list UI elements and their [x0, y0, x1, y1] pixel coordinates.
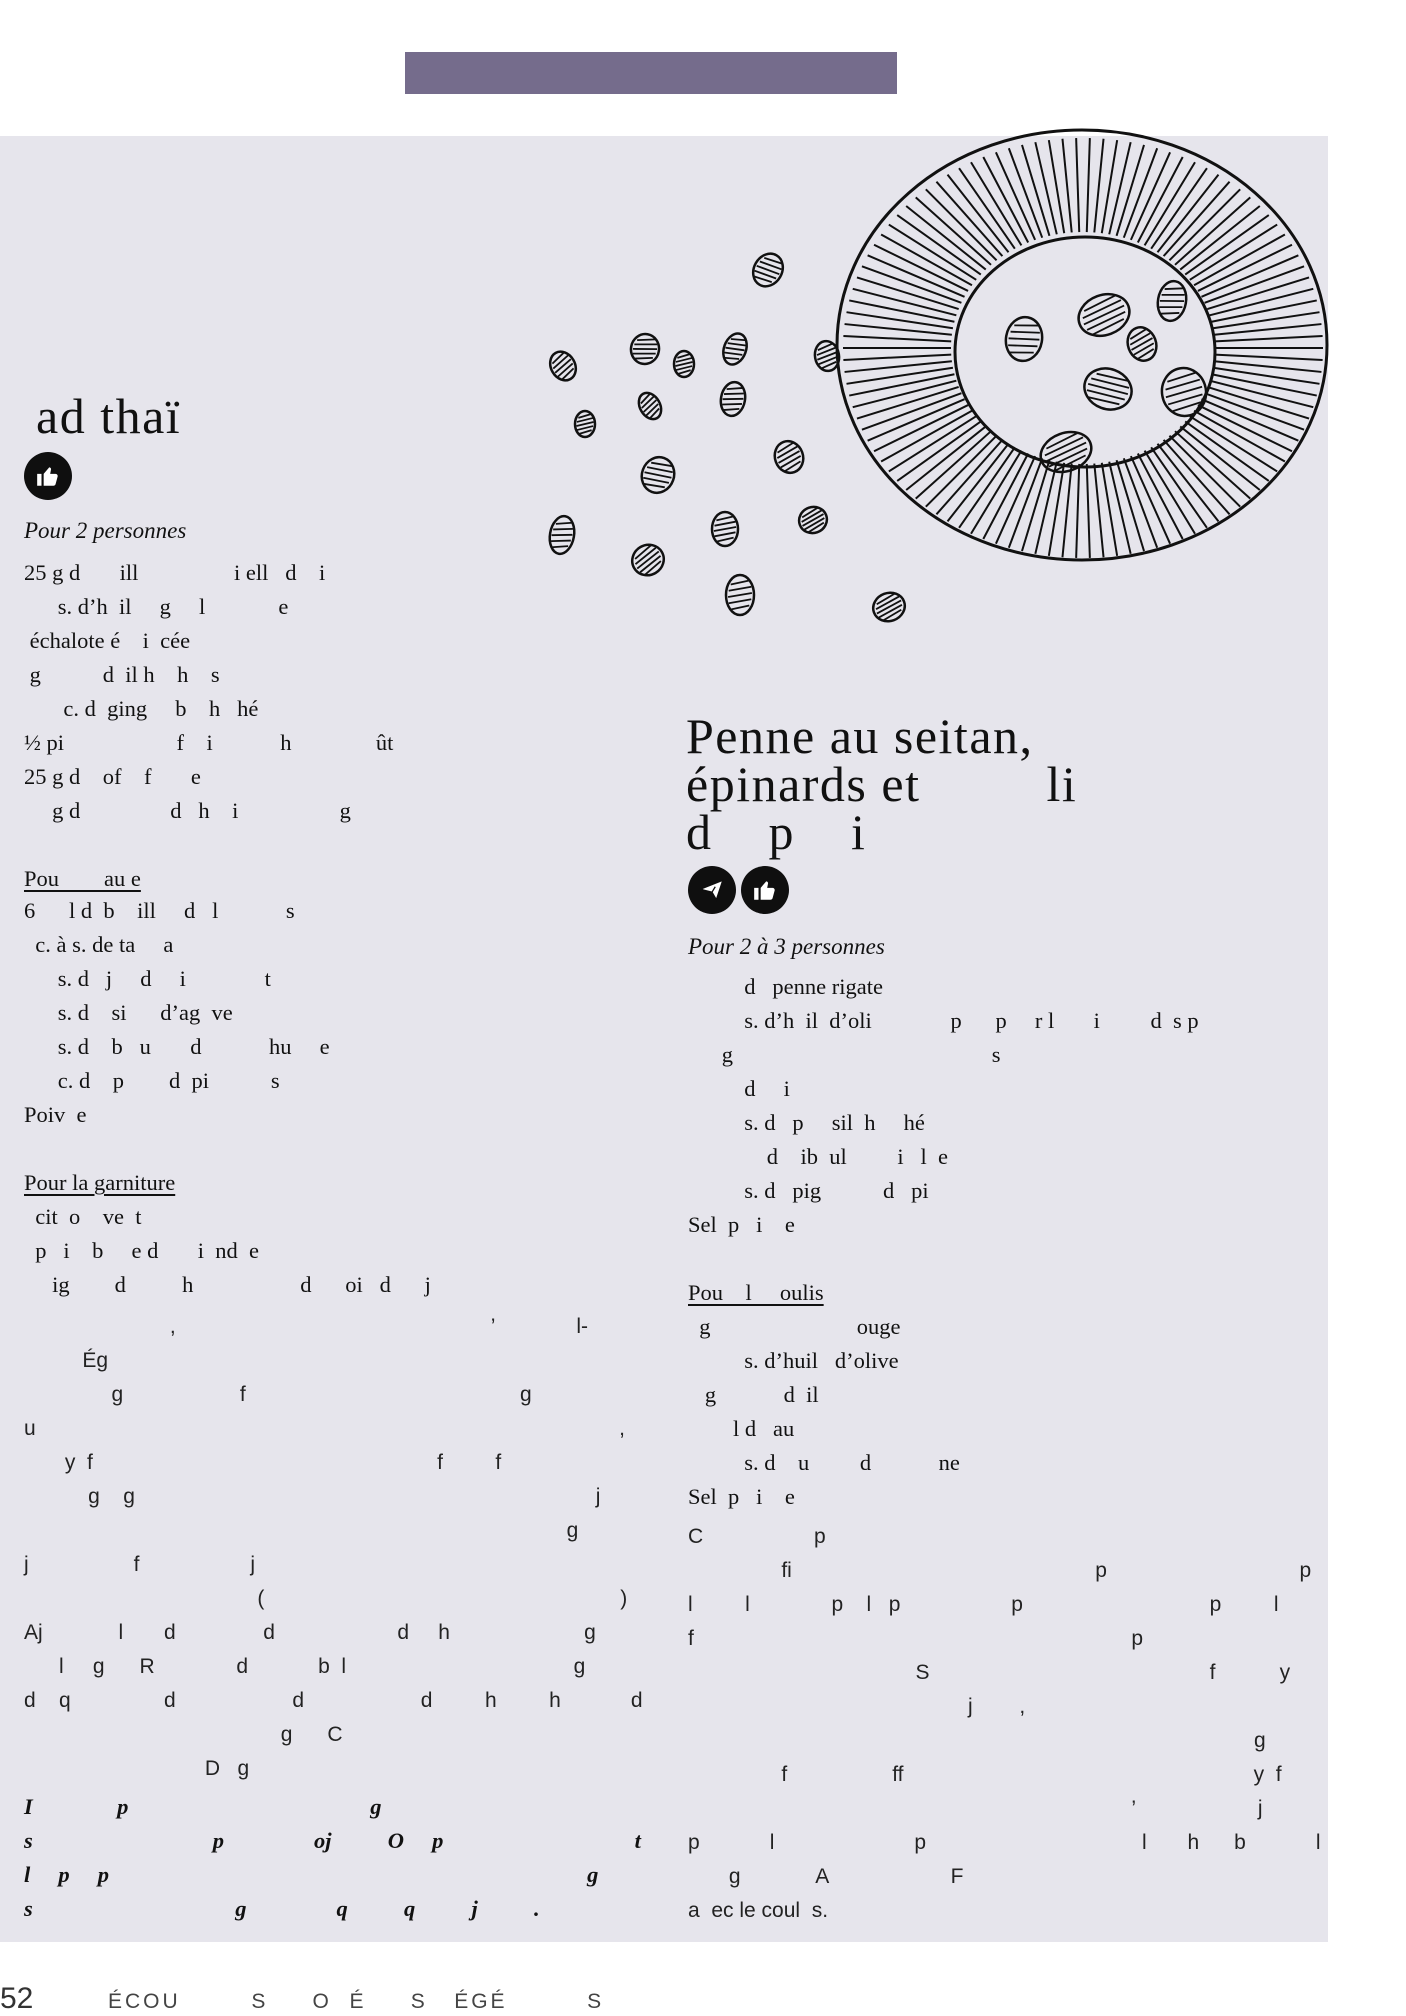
- method-line: p l p l h b l: [688, 1831, 1321, 1854]
- pasta-piece: [637, 453, 679, 498]
- pasta-piece: [634, 389, 665, 423]
- coulis-line: Sel p i e: [688, 1484, 795, 1509]
- plate-ridge: [1201, 399, 1298, 440]
- ingredient-line: s. d’h il g l e: [24, 594, 289, 619]
- plate-ridge: [1049, 140, 1064, 233]
- right-title-line-2: épinards et li: [686, 756, 1078, 812]
- method-line: Aj l d d d h g: [24, 1621, 596, 1644]
- plate-ridge: [1062, 464, 1071, 558]
- pasta-piece: [1155, 279, 1190, 323]
- method-line: g f g: [24, 1383, 532, 1406]
- pasta-piece: [1079, 362, 1138, 416]
- garnish-line: cit o ve t: [24, 1204, 142, 1229]
- plate-ridge: [1102, 140, 1117, 233]
- method-line: ( ): [24, 1587, 628, 1610]
- ingredient-line: 25 g d of f e: [24, 764, 201, 789]
- garnish-line: ig d h d oi d j: [24, 1272, 431, 1297]
- plate-ridge: [1109, 462, 1130, 554]
- plate-ridge: [1076, 138, 1079, 232]
- sauce-line: s. d si d’ag ve: [24, 1000, 233, 1025]
- coulis-line: g ouge: [688, 1314, 901, 1339]
- pasta-piece: [795, 503, 830, 537]
- pasta-piece: [575, 411, 595, 437]
- plate-ridge: [874, 245, 968, 291]
- method-line: f ff y f: [688, 1763, 1282, 1786]
- plate-ridge: [1062, 139, 1071, 233]
- plate-ridge: [868, 255, 965, 296]
- plate-ridge: [1102, 463, 1117, 556]
- ingredient-line: Sel p i e: [688, 1212, 795, 1237]
- plate-ridge: [1049, 463, 1064, 556]
- method-line: y f f f: [24, 1451, 502, 1474]
- paper-plane-badge: [688, 866, 736, 914]
- plate-ridge: [1198, 245, 1292, 291]
- method-line: a ec le coul s.: [688, 1899, 829, 1922]
- plate-ridge: [843, 336, 951, 341]
- plate-ridge: [1145, 162, 1195, 245]
- plate-outer-rim: [837, 130, 1327, 560]
- right-coulis-heading: Pou l oulis: [688, 1280, 824, 1305]
- method-line: g g j: [24, 1485, 601, 1508]
- plate-ridge: [1076, 464, 1079, 558]
- pasta-piece: [1158, 365, 1210, 420]
- coulis-line: s. d’huil d’olive: [688, 1348, 899, 1373]
- pasta-piece: [1073, 287, 1136, 342]
- thumbs-up-badge-right: [741, 866, 789, 914]
- plate-ridge: [1109, 142, 1130, 234]
- plate-ridge: [843, 355, 951, 360]
- pasta-piece: [627, 539, 670, 581]
- method-line: l l p l p p p l: [688, 1593, 1279, 1616]
- left-recipe-title: ad thaï: [22, 388, 182, 444]
- sauce-line: s. d b u d hu e: [24, 1034, 330, 1059]
- pasta-piece: [726, 575, 754, 615]
- method-line: fi p p: [688, 1559, 1312, 1582]
- right-servings: Pour 2 à 3 personnes: [688, 934, 885, 959]
- plate-ridge: [959, 447, 1015, 527]
- method-line: l g R d b l g: [24, 1655, 586, 1678]
- ingredient-line: échalote é i cée: [24, 628, 191, 653]
- running-title: ÉCOU S O É S ÉGÉ S: [108, 1990, 605, 2013]
- method-line: , ’ l-: [24, 1315, 588, 1338]
- pasta-piece: [1002, 314, 1045, 364]
- method-line: j f j: [24, 1553, 256, 1576]
- method-line: g: [688, 1729, 1266, 1752]
- pasta-illustration: [540, 118, 1340, 638]
- note-line: l p p g: [24, 1862, 599, 1887]
- paper-plane-icon: [699, 877, 725, 903]
- sauce-line: 6 l d b ill d l s: [24, 898, 295, 923]
- coulis-line: g d il: [688, 1382, 819, 1407]
- ingredient-line: s. d p sil h hé: [688, 1110, 925, 1135]
- method-line: Ég: [24, 1349, 109, 1372]
- thumbs-up-icon: [35, 463, 61, 489]
- note-line: s g q q j .: [24, 1896, 540, 1921]
- sauce-line: s. d j d i t: [24, 966, 271, 991]
- plate-ridge: [1151, 447, 1207, 527]
- right-title-line-3: d p i: [686, 804, 867, 860]
- coulis-line: l d au: [688, 1416, 795, 1441]
- header-bar: [405, 52, 897, 94]
- plate-ridge: [1035, 142, 1056, 234]
- pasta-piece: [1123, 323, 1161, 365]
- sauce-line: Poiv e: [24, 1102, 87, 1127]
- pasta-piece: [629, 332, 662, 366]
- plate-ridge: [1151, 168, 1207, 248]
- coulis-line: s. d u d ne: [688, 1450, 960, 1475]
- method-line: ’ j: [688, 1797, 1263, 1820]
- pasta-piece: [869, 588, 909, 625]
- method-line: g: [24, 1519, 579, 1542]
- ingredient-line: ½ pi f i h ût: [24, 730, 394, 755]
- pasta-piece: [770, 437, 807, 477]
- pasta-piece: [747, 248, 788, 291]
- thumbs-up-icon: [752, 877, 778, 903]
- ingredient-line: d penne rigate: [688, 974, 883, 999]
- pasta-piece: [718, 380, 748, 418]
- thumbs-up-badge: [24, 452, 72, 500]
- pasta-piece: [719, 330, 751, 368]
- plate-ridge: [1198, 405, 1292, 451]
- sauce-line: c. à s. de ta a: [24, 932, 174, 957]
- method-line: f p: [688, 1627, 1144, 1650]
- method-line: S f y: [688, 1661, 1291, 1684]
- plate-ridge: [868, 399, 965, 440]
- plate-ridge: [971, 451, 1021, 534]
- right-title-line-1: Penne au seitan,: [686, 708, 1034, 764]
- plate-ridge: [1094, 139, 1103, 233]
- ingredient-line: 25 g d ill i ell d i: [24, 560, 326, 585]
- method-line: g A F: [688, 1865, 964, 1888]
- pasta-piece: [712, 512, 738, 546]
- plate-ridge: [1215, 336, 1323, 341]
- ingredient-line: d i: [688, 1076, 790, 1101]
- method-line: g C: [24, 1723, 343, 1746]
- pasta-piece: [547, 514, 577, 556]
- pasta-piece: [545, 347, 581, 385]
- plate-ridge: [1215, 355, 1323, 360]
- plate-ridge: [1087, 138, 1090, 232]
- garnish-line: p i b e d i nd e: [24, 1238, 259, 1263]
- ingredient-line: d ib ul i l e: [688, 1144, 948, 1169]
- method-line: j ,: [688, 1695, 1026, 1718]
- plate-ridge: [1087, 464, 1090, 558]
- note-line: s p oj O p t: [24, 1828, 641, 1853]
- method-line: u ,: [24, 1417, 625, 1440]
- ingredient-line: g d il h h s: [24, 662, 220, 687]
- method-line: C p: [688, 1525, 826, 1548]
- left-sauce-heading: Pou au e: [24, 866, 141, 891]
- plate-ridge: [959, 168, 1015, 248]
- note-line: I p g: [24, 1794, 382, 1819]
- plate-ridge: [874, 405, 968, 451]
- left-garnish-heading: Pour la garniture: [24, 1170, 176, 1195]
- method-line: d q d d d h h d: [24, 1689, 643, 1712]
- ingredient-line: g d d h i g: [24, 798, 351, 823]
- ingredient-line: g s: [688, 1042, 1001, 1067]
- ingredient-line: s. d pig d pi: [688, 1178, 929, 1203]
- left-servings: Pour 2 personnes: [24, 518, 187, 543]
- pasta-piece: [674, 351, 694, 377]
- plate-ridge: [1145, 451, 1195, 534]
- method-line: D g: [24, 1757, 250, 1780]
- sauce-line: c. d p d pi s: [24, 1068, 280, 1093]
- plate-ridge: [1035, 462, 1056, 554]
- page-number: 52: [0, 1982, 34, 2015]
- plate-ridge: [1094, 464, 1103, 558]
- ingredient-line: c. d ging b h hé: [24, 696, 259, 721]
- plate-ridge: [1201, 255, 1298, 296]
- ingredient-line: s. d’h il d’oli p p r l i d s p: [688, 1008, 1199, 1033]
- plate-ridge: [971, 162, 1021, 245]
